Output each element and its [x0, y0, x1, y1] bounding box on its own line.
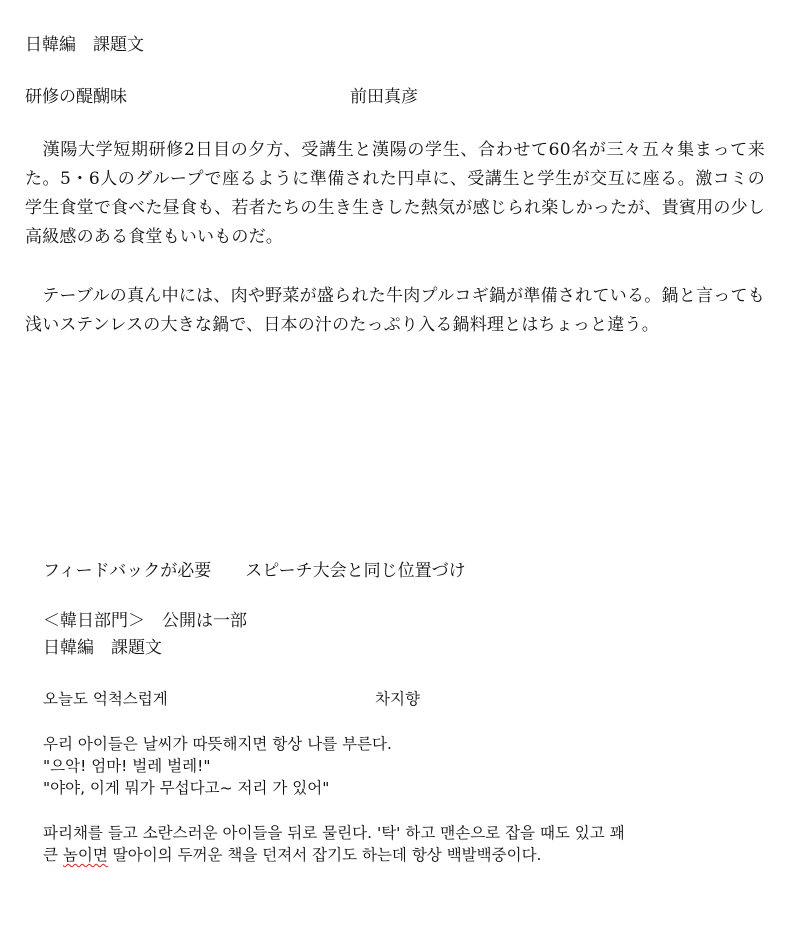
- korean-paragraph-line-1: 파리채를 들고 소란스러운 아이들을 뒤로 물린다. '탁' 하고 맨손으로 잡을 때도 있고 꽤: [43, 824, 625, 842]
- korean-line-2: "으악! 엄마! 벌레 벌레!": [43, 757, 211, 775]
- feedback-note: フィードバックが必要 スピーチ大会と同じ位置づけ: [43, 561, 466, 581]
- korean-line-3: "야야, 이게 뭐가 무섭다고~ 저리 가 있어": [43, 779, 330, 797]
- spellcheck-marked-word: 놈이면: [62, 846, 108, 864]
- essay-paragraph-2: テーブルの真ん中には、肉や野菜が盛られた牛肉プルコギ鍋が準備されている。鍋と言っても浅いステンレスの大きな鍋で、日本の汁のたっぷり入る鍋料理とはちょっと違う。: [25, 286, 765, 335]
- heading-japanese-korean-2: 日韓編 課題文: [43, 638, 162, 658]
- korean-paragraph-line-2: [43, 844, 783, 866]
- korean-text: 큰: [43, 846, 63, 864]
- essay-paragraph-1: 漢陽大学短期研修2日目の夕方、受講生と漢陽の学生、合わせて60名が三々五々集まって来た。5・6人のグループで座るように準備された円卓に、受講生と学生が交互に座る。激コミの学生食堂で食べた昼食も、若者たちの生き生きした熱気が感じられ楽しかったが、貴賓用の少し高級感のある食堂もいいものだ。: [25, 140, 765, 247]
- korean-paragraph: [43, 822, 783, 866]
- korean-essay-title: 오늘도 억척스럽게: [43, 690, 168, 708]
- author-name: 前田真彦: [350, 87, 418, 107]
- korean-dialogue-block: [43, 733, 783, 799]
- heading-japanese-korean: 日韓編 課題文: [25, 35, 144, 55]
- korean-line-1: 우리 아이들은 날씨가 따뜻해지면 항상 나를 부른다.: [43, 735, 392, 753]
- section-label: ＜韓日部門＞ 公開は一部: [43, 611, 247, 631]
- essay-title: 研修の醍醐味: [25, 87, 127, 107]
- korean-text: 딸아이의 두꺼운 책을 던져서 잡기도 하는데 항상 백발백중이다.: [107, 846, 542, 864]
- korean-author-name: 차지향: [375, 690, 420, 708]
